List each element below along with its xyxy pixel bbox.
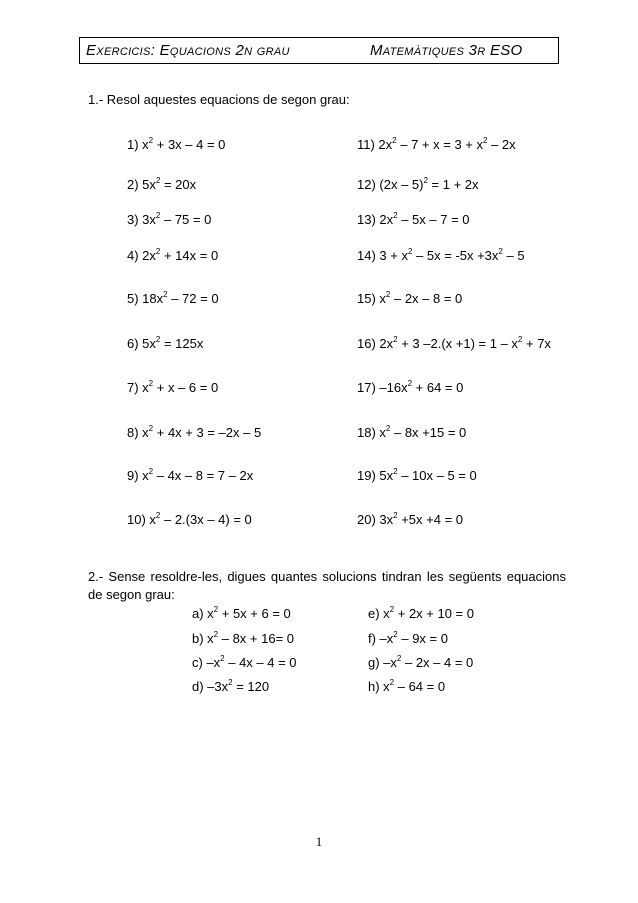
equation-text: 15) x xyxy=(357,291,386,306)
exponent: 2 xyxy=(392,136,397,145)
equation-13 xyxy=(357,212,470,227)
equation-text: = 125x xyxy=(160,336,204,351)
equation-text: 11) 2x xyxy=(357,137,393,152)
equation-text: – 7 + x = 3 + x xyxy=(396,137,483,152)
equation-text: – 4x – 8 = 7 – 2x xyxy=(153,468,254,483)
section1-title: 1.- Resol aquestes equacions de segon grau: xyxy=(88,92,350,107)
exponent: 2 xyxy=(385,290,391,299)
exponent: 2 xyxy=(148,424,154,433)
equation-text: 13) 2x xyxy=(357,212,394,227)
equation-text: + 2x + 10 = 0 xyxy=(394,606,474,621)
exponent: 2 xyxy=(155,511,161,520)
equation-text: – 5x – 7 = 0 xyxy=(397,212,470,227)
equation-text: – 9x = 0 xyxy=(397,631,448,646)
page-header xyxy=(79,37,559,64)
equation-h xyxy=(368,679,445,694)
equation-e xyxy=(368,606,474,621)
equation-text: g) –x xyxy=(368,655,397,670)
exponent: 2 xyxy=(228,678,233,687)
equation-text: = 20x xyxy=(160,177,197,192)
equation-text: – 10x – 5 = 0 xyxy=(397,468,477,483)
equation-text: 20) 3x xyxy=(357,512,394,527)
equation-text: f) –x xyxy=(368,631,394,646)
equation-text: +5x +4 = 0 xyxy=(397,512,464,527)
equation-text: + 5x + 6 = 0 xyxy=(218,606,291,621)
equation-text: 19) 5x xyxy=(357,468,394,483)
equation-text: 10) x xyxy=(127,512,156,527)
equation-text: d) –3x xyxy=(192,679,229,694)
equation-g xyxy=(368,655,473,670)
exponent: 2 xyxy=(148,136,154,145)
equation-text: = 1 + 2x xyxy=(427,177,479,192)
equation-text: 5) 18x xyxy=(127,291,164,306)
equation-a xyxy=(192,606,291,621)
equation-text: – 8x + 16= 0 xyxy=(218,631,295,646)
equation-text: + x – 6 = 0 xyxy=(153,380,219,395)
equation-10 xyxy=(127,512,252,527)
equation-14 xyxy=(357,248,525,263)
exponent: 2 xyxy=(393,511,398,520)
equation-text: 14) 3 + x xyxy=(357,248,408,263)
equation-text: 17) –16x xyxy=(357,380,408,395)
exponent: 2 xyxy=(389,678,395,687)
equation-text: 16) 2x xyxy=(357,336,394,351)
exponent: 2 xyxy=(393,467,398,476)
equation-19 xyxy=(357,468,477,483)
exponent: 2 xyxy=(148,379,154,388)
equation-text: – 75 = 0 xyxy=(160,212,212,227)
equation-text: 2) 5x xyxy=(127,177,156,192)
equation-text: – 2x – 8 = 0 xyxy=(390,291,463,306)
equation-text: + 14x = 0 xyxy=(160,248,219,263)
equation-text: = 120 xyxy=(232,679,270,694)
equation-text: + 4x + 3 = –2x – 5 xyxy=(153,425,262,440)
equation-text: h) x xyxy=(368,679,390,694)
equation-text: + 3x – 4 = 0 xyxy=(153,137,226,152)
section2-title: 2.- Sense resoldre-les, digues quantes solucions tindran les següents equacions de segon grau: xyxy=(88,569,566,602)
equation-text: – 4x – 4 = 0 xyxy=(224,655,297,670)
equation-text: c) –x xyxy=(192,655,221,670)
exponent: 2 xyxy=(517,335,523,344)
equation-text: 4) 2x xyxy=(127,248,156,263)
equation-text: – 2x xyxy=(487,137,516,152)
exponent: 2 xyxy=(155,211,161,220)
exponent: 2 xyxy=(148,467,154,476)
equation-text: + 3 –2.(x +1) = 1 – x xyxy=(397,336,518,351)
equation-4 xyxy=(127,248,218,263)
equation-5 xyxy=(127,291,219,306)
equation-text: 3) 3x xyxy=(127,212,156,227)
exponent: 2 xyxy=(385,424,391,433)
equation-text: 8) x xyxy=(127,425,149,440)
equation-text: 18) x xyxy=(357,425,386,440)
exponent: 2 xyxy=(396,654,402,663)
equation-text: + 7x xyxy=(522,336,551,351)
equation-text: 12) (2x – 5) xyxy=(357,177,424,192)
equation-text: 9) x xyxy=(127,468,149,483)
equation-text: 1) x xyxy=(127,137,149,152)
equation-text: 6) 5x xyxy=(127,336,156,351)
equation-text: e) x xyxy=(368,606,390,621)
equation-text: – 5x = -5x +3x xyxy=(412,248,499,263)
equation-text: 7) x xyxy=(127,380,149,395)
exponent: 2 xyxy=(407,247,413,256)
equation-20 xyxy=(357,512,463,527)
equation-8 xyxy=(127,425,261,440)
equation-text: – 5 xyxy=(502,248,525,263)
equation-9 xyxy=(127,468,253,483)
equation-text: b) x xyxy=(192,631,214,646)
exponent: 2 xyxy=(155,335,161,344)
exponent: 2 xyxy=(498,247,503,256)
header-title: Exercicis: Equacions 2n grau xyxy=(86,42,290,59)
equation-1 xyxy=(127,137,225,152)
equation-15 xyxy=(357,291,462,306)
equation-text: – 2x – 4 = 0 xyxy=(401,655,474,670)
exponent: 2 xyxy=(220,654,225,663)
equation-12 xyxy=(357,177,479,192)
equation-c xyxy=(192,655,297,670)
exponent: 2 xyxy=(163,290,168,299)
equation-text: – 8x +15 = 0 xyxy=(390,425,467,440)
exponent: 2 xyxy=(389,605,395,614)
equation-17 xyxy=(357,380,463,395)
exponent: 2 xyxy=(423,176,428,185)
page-number: 1 xyxy=(315,834,323,849)
header-subject: Matemàtiques 3r ESO xyxy=(370,42,523,59)
equation-6 xyxy=(127,336,203,351)
exponent: 2 xyxy=(407,379,413,388)
equation-2 xyxy=(127,177,196,192)
equation-3 xyxy=(127,212,211,227)
equation-11 xyxy=(357,137,516,152)
equation-text: – 72 = 0 xyxy=(167,291,219,306)
equation-text: a) x xyxy=(192,606,214,621)
exponent: 2 xyxy=(155,176,161,185)
exponent: 2 xyxy=(393,335,398,344)
equation-b xyxy=(192,631,294,646)
exponent: 2 xyxy=(213,630,219,639)
equation-f xyxy=(368,631,448,646)
exponent: 2 xyxy=(483,136,488,145)
exponent: 2 xyxy=(393,630,398,639)
exponent: 2 xyxy=(393,211,398,220)
exponent: 2 xyxy=(213,605,219,614)
equation-d xyxy=(192,679,269,694)
exponent: 2 xyxy=(155,247,161,256)
equation-text: + 64 = 0 xyxy=(412,380,464,395)
equation-text: – 2.(3x – 4) = 0 xyxy=(160,512,252,527)
equation-7 xyxy=(127,380,218,395)
equation-text: – 64 = 0 xyxy=(394,679,446,694)
equation-18 xyxy=(357,425,466,440)
equation-16 xyxy=(357,336,551,351)
